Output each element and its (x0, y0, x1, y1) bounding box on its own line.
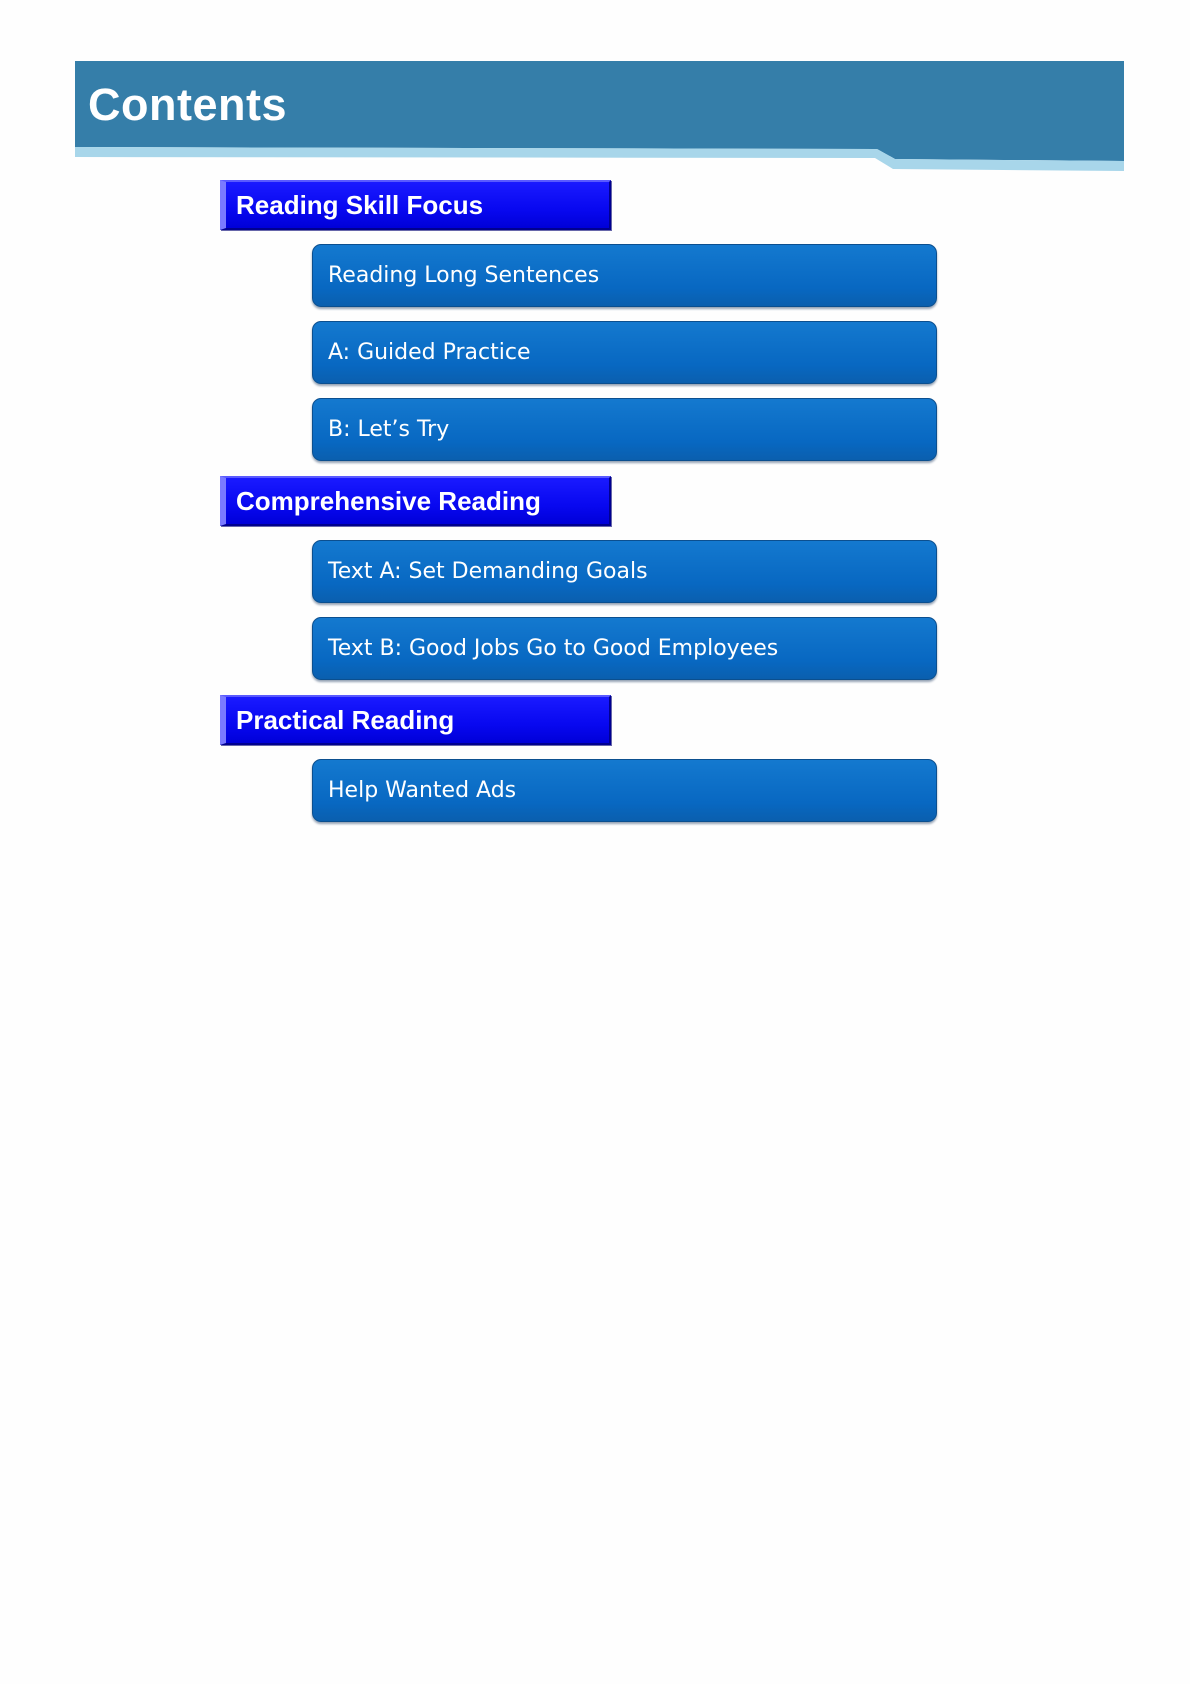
item-lets-try[interactable]: B: Let’s Try (312, 398, 937, 461)
item-text-a[interactable]: Text A: Set Demanding Goals (312, 540, 937, 603)
section-header-reading-skill-focus: Reading Skill Focus (220, 180, 611, 230)
item-reading-long-sentences[interactable]: Reading Long Sentences (312, 244, 937, 307)
section-header-practical-reading: Practical Reading (220, 695, 611, 745)
item-guided-practice[interactable]: A: Guided Practice (312, 321, 937, 384)
item-text-b[interactable]: Text B: Good Jobs Go to Good Employees (312, 617, 937, 680)
item-help-wanted-ads[interactable]: Help Wanted Ads (312, 759, 937, 822)
contents-banner (75, 61, 1124, 171)
page-title: Contents (88, 79, 287, 130)
section-header-comprehensive-reading: Comprehensive Reading (220, 476, 611, 526)
